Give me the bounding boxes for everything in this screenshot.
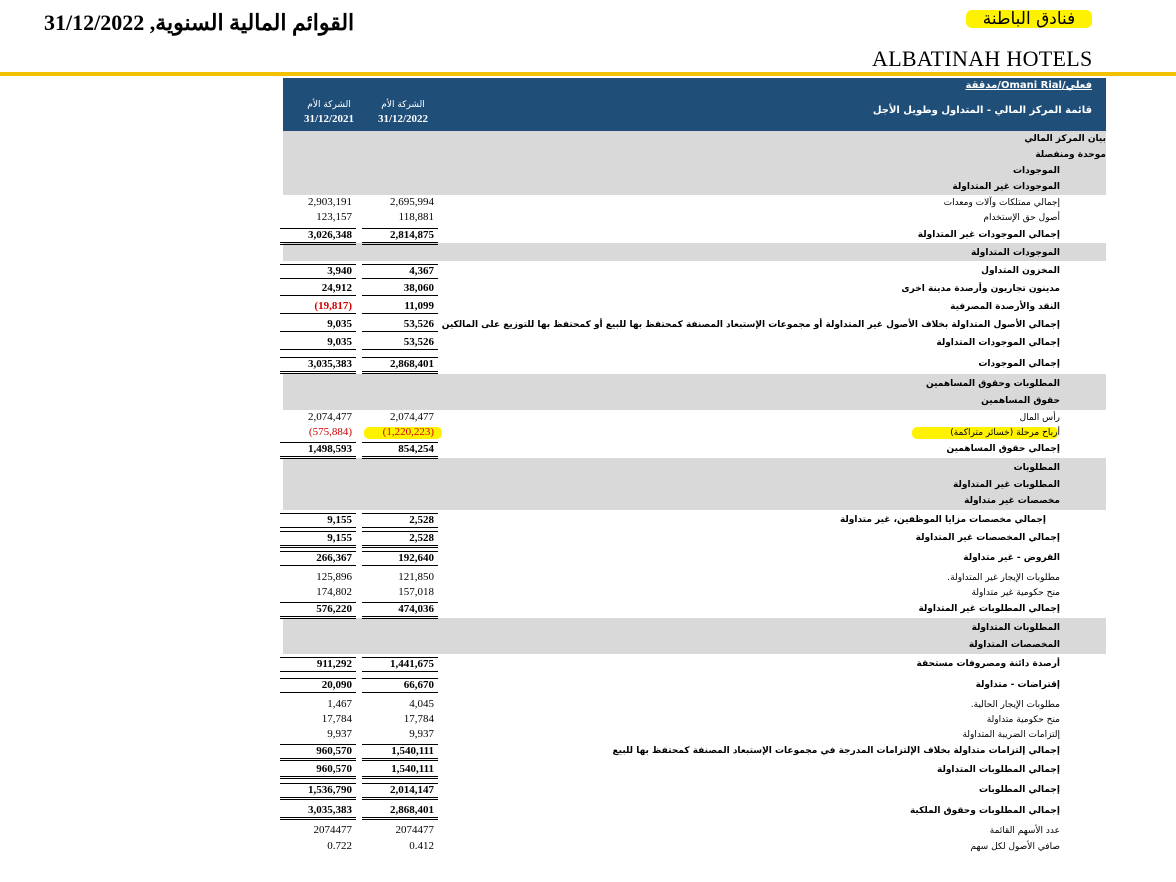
- table-row: [0, 376, 1176, 392]
- value-2021: 0.722: [327, 840, 352, 852]
- value-2021: 9,155: [280, 513, 356, 528]
- value-2021: 9,155: [280, 531, 356, 548]
- table-row: [0, 227, 1176, 243]
- row-label: إجمالي مخصصات مزايا الموظفين، غير متداولة: [839, 515, 1046, 525]
- table-row: [0, 803, 1176, 819]
- value-2021: 2,074,477: [308, 411, 352, 423]
- statement-subtitle: قائمة المركز المالي - المتداول وطويل الأجل: [872, 105, 1092, 116]
- table-row: [0, 727, 1176, 743]
- table-row: [0, 477, 1176, 493]
- table-row: [0, 147, 1176, 163]
- value-2021: 960,570: [280, 744, 356, 761]
- table-row: [0, 179, 1176, 195]
- row-label: إلتزامات الضريبة المتداولة: [962, 730, 1060, 740]
- value-2021: 17,784: [321, 713, 352, 725]
- value-2021: 3,035,383: [280, 357, 356, 374]
- value-2022: 9,937: [409, 728, 434, 740]
- table-row: [0, 263, 1176, 279]
- row-label: إجمالي المطلوبات: [979, 785, 1060, 795]
- value-2022: 53,526: [362, 318, 438, 332]
- value-2022: 2,868,401: [362, 804, 438, 820]
- table-row: [0, 131, 1176, 147]
- table-row: [0, 601, 1176, 617]
- column-entity: الشركة الأم: [381, 100, 425, 110]
- value-2021: 174,802: [316, 586, 352, 598]
- value-2022: 2,528: [362, 531, 438, 548]
- value-2022: 17,784: [403, 713, 434, 725]
- company-name-english: ALBATINAH HOTELS: [872, 46, 1093, 71]
- table-row: [0, 441, 1176, 457]
- row-label: المخصصات المتداولة: [968, 640, 1060, 650]
- table-row: [0, 782, 1176, 798]
- value-2022: 474,036: [362, 602, 438, 619]
- table-row: [0, 712, 1176, 728]
- value-2021: 9,035: [280, 318, 356, 332]
- table-row: [0, 317, 1176, 333]
- value-2021: 1,467: [327, 698, 352, 710]
- value-2022: 1,540,111: [362, 744, 438, 761]
- table-row: [0, 823, 1176, 839]
- value-2022: 4,045: [409, 698, 434, 710]
- row-label: إجمالي حقوق المساهمين: [946, 444, 1060, 454]
- row-label: منح حكومية متداولة: [986, 715, 1060, 725]
- row-label: إجمالي إلتزامات متداولة بخلاف الإلتزامات المدرجة في مجموعات الإستبعاد المصنفة كمحتفظ بها للبيع: [612, 746, 1060, 756]
- table-row: [0, 425, 1176, 441]
- value-2021: 2,903,191: [308, 196, 352, 208]
- value-2022: 157,018: [398, 586, 434, 598]
- value-2021: 123,157: [316, 211, 352, 223]
- value-2022: 118,881: [398, 211, 434, 223]
- row-label: مطلوبات الإيجار الحالية.: [970, 700, 1060, 710]
- table-row: [0, 839, 1176, 855]
- row-label: عدد الأسهم القائمة: [989, 826, 1060, 836]
- table-row: [0, 460, 1176, 476]
- row-label: النقد والأرصدة المصرفية: [950, 302, 1060, 312]
- table-row: [0, 656, 1176, 672]
- table-row: [0, 410, 1176, 426]
- table-row: [0, 637, 1176, 653]
- header-divider: [0, 72, 1176, 76]
- row-label: إجمالي المخصصات غير المتداولة: [915, 533, 1060, 543]
- value-2021: 1,536,790: [280, 783, 356, 800]
- value-2022: 1,540,111: [362, 763, 438, 779]
- column-date: 31/12/2021: [303, 113, 355, 125]
- row-label: إجمالي المطلوبات المتداولة: [936, 765, 1060, 775]
- table-row: [0, 743, 1176, 759]
- value-2022: 2074477: [395, 824, 434, 836]
- table-row: [0, 762, 1176, 778]
- row-label: منح حكومية غير متداولة: [971, 588, 1060, 598]
- table-row: [0, 512, 1176, 528]
- row-label: الموجودات غير المتداولة: [952, 182, 1060, 192]
- row-label: المطلوبات المتداولة: [971, 623, 1060, 633]
- value-2021: 3,026,348: [280, 228, 356, 245]
- row-label: المطلوبات: [1013, 463, 1060, 473]
- row-label: إجمالي المطلوبات غير المتداولة: [918, 604, 1060, 614]
- row-label: المطلوبات وحقوق المساهمين: [926, 379, 1060, 389]
- column-header-2021: [291, 98, 367, 126]
- value-2021: 960,570: [280, 763, 356, 779]
- table-row: [0, 697, 1176, 713]
- company-name-arabic: فنادق الباطنة: [966, 10, 1092, 28]
- table-row: [0, 550, 1176, 566]
- value-2022: 1,441,675: [362, 657, 438, 672]
- value-2021: 1,498,593: [280, 442, 356, 459]
- value-2021: 20,090: [280, 678, 356, 693]
- table-row: [0, 585, 1176, 601]
- table-row: [0, 299, 1176, 315]
- row-label: المطلوبات غير المتداولة: [953, 480, 1060, 490]
- table-row: [0, 245, 1176, 261]
- row-label: أصول حق الإستخدام: [983, 213, 1060, 223]
- table-row: [0, 493, 1176, 509]
- value-2022: 11,099: [362, 300, 438, 314]
- table-row: [0, 620, 1176, 636]
- row-label: أرباح مرحلة (خسائر متراكمة): [950, 428, 1060, 438]
- value-2022: 66,670: [362, 678, 438, 693]
- column-date: 31/12/2022: [377, 113, 429, 125]
- value-2021: 9,035: [280, 336, 356, 350]
- row-label: إجمالي الموجودات: [978, 359, 1060, 369]
- value-2021: 9,937: [327, 728, 352, 740]
- value-2021: (575,884): [308, 426, 352, 438]
- table-row: [0, 335, 1176, 351]
- value-2021: 576,220: [280, 602, 356, 619]
- row-label: القروض - غير متداولة: [963, 553, 1060, 563]
- value-2022: 2,814,875: [362, 228, 438, 245]
- table-row: [0, 195, 1176, 211]
- table-row: [0, 281, 1176, 297]
- value-2021: 3,940: [280, 264, 356, 279]
- value-2021: 3,035,383: [280, 804, 356, 820]
- row-label: حقوق المساهمين: [981, 396, 1060, 406]
- value-2022: 2,695,994: [390, 196, 434, 208]
- row-label: أرصدة دائنة ومصروفات مستحقة: [916, 659, 1060, 669]
- table-header: [283, 78, 1106, 131]
- row-label: مطلوبات الإيجار غير المتداولة.: [947, 573, 1060, 583]
- value-2021: 2074477: [313, 824, 352, 836]
- value-2022: 2,868,401: [362, 357, 438, 374]
- row-label: صافي الأصول لكل سهم: [970, 842, 1060, 852]
- table-row: [0, 393, 1176, 409]
- value-2022: 2,014,147: [362, 783, 438, 800]
- value-2022: 121,850: [398, 571, 434, 583]
- column-header-2022: [365, 98, 441, 126]
- table-row: [0, 570, 1176, 586]
- value-2021: 24,912: [280, 282, 356, 296]
- value-2021: 125,896: [316, 571, 352, 583]
- row-label: الموجودات: [1012, 166, 1060, 176]
- table-row: [0, 530, 1176, 546]
- table-row: [0, 677, 1176, 693]
- value-2022: (1,220,223): [382, 426, 434, 438]
- row-label: المخزون المتداول: [981, 266, 1060, 276]
- table-row: [0, 210, 1176, 226]
- value-2022: 854,254: [362, 442, 438, 459]
- page-title: القوائم المالية السنوية, 31/12/2022: [44, 10, 355, 35]
- row-label: إجمالي ممتلكات وآلات ومعدات: [943, 198, 1060, 208]
- value-2022: 0.412: [409, 840, 434, 852]
- value-2022: 192,640: [362, 551, 438, 566]
- value-2021: 266,367: [280, 551, 356, 566]
- row-label: مخصصات غير متداولة: [964, 496, 1060, 506]
- row-label: موحدة ومنفصلة: [1035, 150, 1106, 160]
- row-label: إجمالي الأصول المتداولة بخلاف الأصول غير المتداولة أو مجموعات الإستبعاد المصنفة كمحتفظ بها للبيع أو كمحتفظ بها للتوزيع على المالكين: [441, 320, 1060, 330]
- table-row: [0, 163, 1176, 179]
- value-2022: 4,367: [362, 264, 438, 279]
- row-label: إجمالي الموجودات المتداولة: [936, 338, 1060, 348]
- row-label: مدينون تجاريون وأرصدة مدينة اخرى: [901, 284, 1060, 294]
- row-label: رأس المال: [1019, 413, 1060, 423]
- row-label: الموجودات المتداولة: [970, 248, 1060, 258]
- column-entity: الشركة الأم: [307, 100, 351, 110]
- row-label: إقتراضات - متداولة: [975, 680, 1060, 690]
- table-row: [0, 356, 1176, 372]
- row-label: إجمالي المطلوبات وحقوق الملكية: [909, 806, 1060, 816]
- value-2022: 53,526: [362, 336, 438, 350]
- value-2022: 2,528: [362, 513, 438, 528]
- value-2022: 38,060: [362, 282, 438, 296]
- row-label: بيان المركز المالي: [1024, 134, 1106, 144]
- row-label: إجمالي الموجودات غير المتداولة: [917, 230, 1060, 240]
- unit-label: فعلي/Omani Rial/مدققة: [965, 80, 1092, 91]
- value-2021: (19,817): [280, 300, 356, 314]
- value-2021: 911,292: [280, 657, 356, 672]
- value-2022: 2,074,477: [390, 411, 434, 423]
